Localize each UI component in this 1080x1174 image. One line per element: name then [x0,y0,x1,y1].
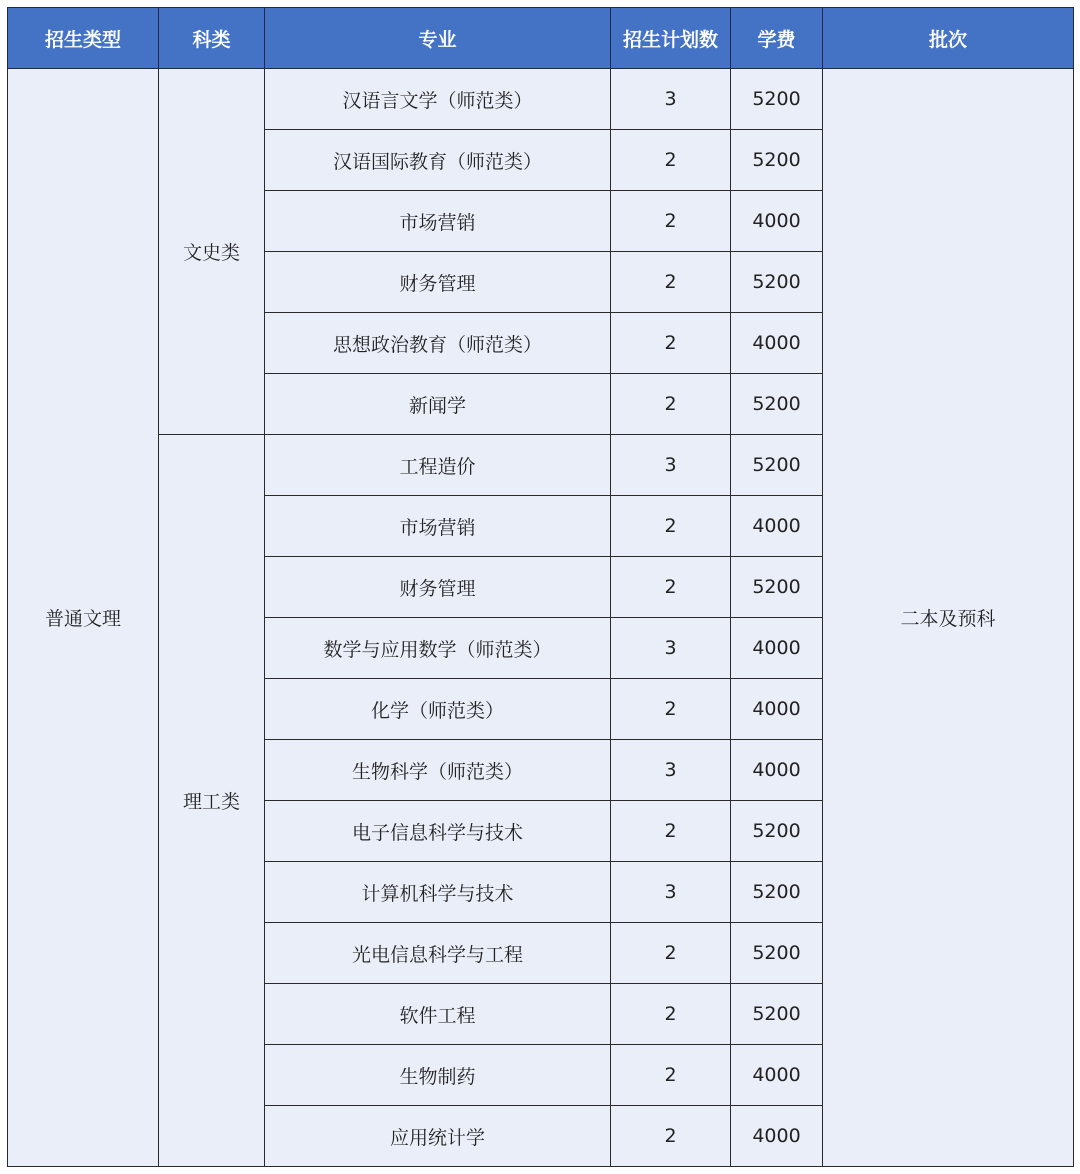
plan-cell: 3 [611,740,731,801]
fee-cell: 4000 [731,740,823,801]
major-cell: 化学（师范类） [265,679,611,740]
enrollment-table-wrapper [7,7,1074,1167]
plan-cell: 2 [611,679,731,740]
fee-cell: 4000 [731,1106,823,1167]
enroll-type-cell: 普通文理 [8,69,159,1167]
plan-cell: 3 [611,618,731,679]
enrollment-plan-table [7,7,1074,1167]
fee-cell: 4000 [731,618,823,679]
fee-cell: 5200 [731,252,823,313]
major-cell: 市场营销 [265,191,611,252]
fee-cell: 5200 [731,435,823,496]
major-cell: 工程造价 [265,435,611,496]
fee-cell: 5200 [731,557,823,618]
plan-cell: 2 [611,374,731,435]
header-enroll-type: 招生类型 [8,8,159,69]
major-cell: 生物制药 [265,1045,611,1106]
plan-cell: 2 [611,496,731,557]
plan-cell: 2 [611,1106,731,1167]
header-batch: 批次 [823,8,1074,69]
major-cell: 财务管理 [265,557,611,618]
major-cell: 汉语国际教育（师范类） [265,130,611,191]
fee-cell: 5200 [731,862,823,923]
table-row [8,69,1074,130]
category-cell-science: 理工类 [159,435,265,1167]
header-category: 科类 [159,8,265,69]
plan-cell: 3 [611,435,731,496]
plan-cell: 2 [611,130,731,191]
fee-cell: 5200 [731,374,823,435]
fee-cell: 4000 [731,679,823,740]
header-tuition: 学费 [731,8,823,69]
fee-cell: 5200 [731,69,823,130]
major-cell: 财务管理 [265,252,611,313]
table-header-row [8,8,1074,69]
plan-cell: 3 [611,69,731,130]
fee-cell: 5200 [731,984,823,1045]
major-cell: 市场营销 [265,496,611,557]
fee-cell: 4000 [731,496,823,557]
plan-cell: 2 [611,801,731,862]
fee-cell: 4000 [731,313,823,374]
major-cell: 计算机科学与技术 [265,862,611,923]
fee-cell: 4000 [731,1045,823,1106]
major-cell: 数学与应用数学（师范类） [265,618,611,679]
plan-cell: 2 [611,313,731,374]
header-major: 专业 [265,8,611,69]
fee-cell: 5200 [731,923,823,984]
batch-cell: 二本及预科 [823,69,1074,1167]
major-cell: 光电信息科学与工程 [265,923,611,984]
plan-cell: 2 [611,984,731,1045]
fee-cell: 5200 [731,130,823,191]
plan-cell: 2 [611,923,731,984]
category-cell-arts: 文史类 [159,69,265,435]
major-cell: 应用统计学 [265,1106,611,1167]
fee-cell: 4000 [731,191,823,252]
plan-cell: 2 [611,1045,731,1106]
fee-cell: 5200 [731,801,823,862]
major-cell: 新闻学 [265,374,611,435]
plan-cell: 2 [611,252,731,313]
major-cell: 汉语言文学（师范类） [265,69,611,130]
header-plan-count: 招生计划数 [611,8,731,69]
major-cell: 软件工程 [265,984,611,1045]
major-cell: 思想政治教育（师范类） [265,313,611,374]
plan-cell: 2 [611,191,731,252]
plan-cell: 2 [611,557,731,618]
major-cell: 生物科学（师范类） [265,740,611,801]
plan-cell: 3 [611,862,731,923]
major-cell: 电子信息科学与技术 [265,801,611,862]
